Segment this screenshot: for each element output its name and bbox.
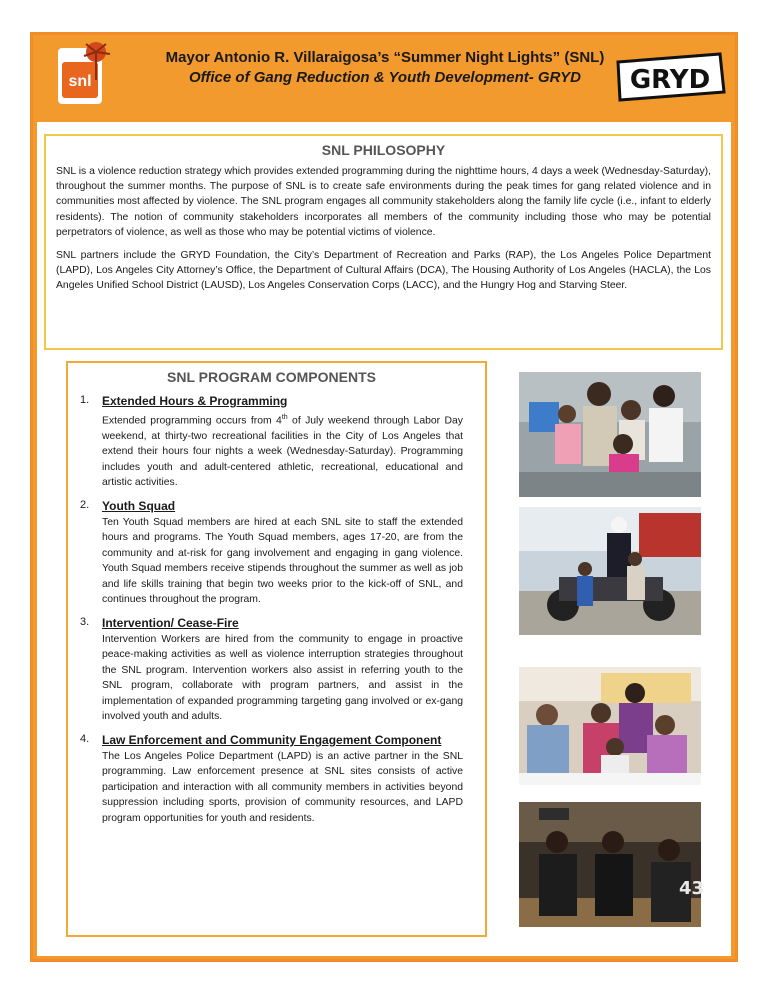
- item-number: 2.: [80, 498, 90, 511]
- photo-police-motorcycle: [519, 507, 701, 635]
- item-number: 1.: [80, 394, 90, 406]
- list-item: [80, 498, 463, 608]
- page-title: Mayor Antonio R. Villaraigosa’s “Summer Night Lights” (SNL): [165, 49, 605, 66]
- philosophy-heading: SNL PHILOSOPHY: [321, 142, 446, 158]
- item-number: 4.: [80, 732, 90, 745]
- svg-text:43: 43: [679, 878, 705, 899]
- partners-paragraph: SNL partners include the GRYD Foundation, the City’s Department of Recreation and Parks (RAP), the Los Angeles Police Department (LAPD), Los Angeles City Attorney’s Office, the Department of Cultural Affairs (DCA), The Housing Authority of Los Angeles (HACLA), the Los Angeles Unified School District (LAUSD), Los Angeles Conservation Corps (LACC), and the Hungry Hog and Starving Steer.: [56, 250, 711, 292]
- svg-text:snl: snl: [68, 73, 92, 90]
- snl-logo: [56, 40, 116, 110]
- photo-basketball-players: [519, 802, 705, 927]
- item-text: Extended programming occurs from 4th of July weekend through Labor Day weekend, at thirty-two recreational facilities in the City of Los Angeles that extend their hours four nights a week (Wednesday-Saturday). Programming includes youth and adult-centered athletic, recreational, educational and artistic activities.: [102, 414, 463, 489]
- program-components-section: [66, 361, 487, 937]
- item-text: Intervention Workers are hired from the community to engage in proactive peace-making activities as well as violence interruption strategies throughout the SNL program. Intervention workers also assist in referring youth to the SNL program, collaborate with program partners, and assist in the implementation of expanded programming targeting gang involved or ex-gang involved youth and adults.: [102, 633, 463, 723]
- components-heading: SNL PROGRAM COMPONENTS: [167, 369, 376, 385]
- page-subtitle: Office of Gang Reduction & Youth Development- GRYD: [189, 69, 581, 86]
- item-number: 3.: [80, 615, 90, 628]
- item-text: Ten Youth Squad members are hired at each SNL site to staff the extended hours and programs. The Youth Squad members, ages 17-20, are from the community and at-risk for gang involvement and engaging in gang violence. Youth Squad members receive stipends throughout the summer as well as job and life skills training that begin two weeks prior to the kick-off of SNL, and continues throughout the program.: [102, 516, 463, 606]
- list-item: [80, 393, 463, 491]
- item-text: The Los Angeles Police Department (LAPD) is an active partner in the SNL programming. Law enforcement presence at SNL sites consists of active participation and interaction with all community members in activities beyond suppression including sports, provision of community resources, and LAPD program opportunities for youth and residents.: [102, 750, 463, 824]
- philosophy-paragraph: SNL is a violence reduction strategy which provides extended programming during the nighttime hours, 4 days a week (Wednesday-Saturday), throughout the summer months. The purpose of SNL is to create safe environments during the peak times for gang related violence and in communities most affected by violence. The SNL program engages all community stakeholders along the family life cycle (i.e., infant to elderly residents). The notion of community stakeholders incorporates all members of the community including those who may be potential perpetrators of violence, as well as those who may be potential victims of violence.: [56, 166, 711, 238]
- svg-text:GRYD: GRYD: [629, 65, 711, 95]
- list-item: [80, 615, 463, 725]
- item-title: Extended Hours & Programming: [102, 394, 288, 408]
- item-title: Law Enforcement and Community Engagement Component: [102, 732, 442, 747]
- gryd-logo: [614, 52, 726, 102]
- list-item: [80, 732, 463, 827]
- philosophy-section: [44, 134, 723, 350]
- item-title: Intervention/ Cease-Fire: [102, 615, 239, 630]
- photo-children-group: [519, 372, 701, 497]
- photo-family-dinner: [519, 667, 701, 785]
- item-title: Youth Squad: [102, 498, 176, 513]
